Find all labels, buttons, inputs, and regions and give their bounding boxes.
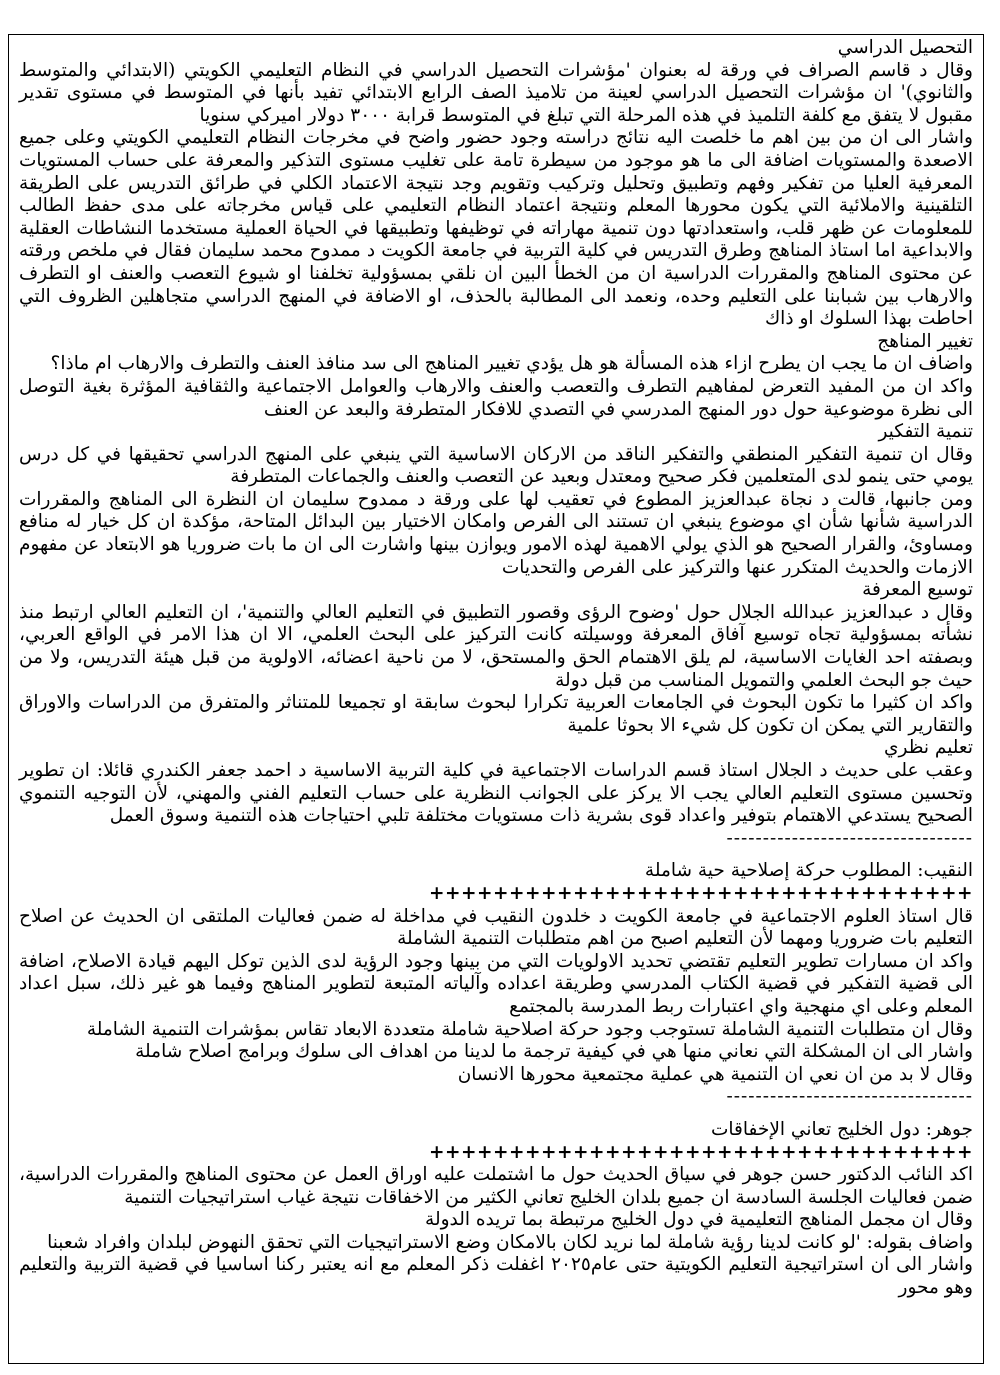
paragraph: واشار الى ان المشكلة التي نعاني منها هي في كيفية ترجمة ما لدينا من اهداف الى سلوك وبرامج اصلاح شاملة [135,1041,973,1063]
paragraph: قال استاذ العلوم الاجتماعية في جامعة الكويت د خلدون النقيب في مداخلة له ضمن فعاليات الملتقى ان الحديث عن اصلاح التعليم بات ضروريا ومهما لأن التعليم اصبح من اهم متطلبات التنمية الشاملة [19,905,973,950]
paragraph: واضاف ان ما يجب ان يطرح ازاء هذه المسألة هو هل يؤدي تغيير المناهج الى سد منافذ العنف والتطرف والارهاب ام ماذا؟ [50,353,973,375]
paragraph: وعقب على حديث د الجلال استاذ قسم الدراسات الاجتماعية في كلية التربية الاساسية د احمد جعفر الكندري قائلا: ان تطوير وتحسين مستوى التعليم العالي يجب الا يركز على الجوانب النظرية على حساب التعليم الفني والمهني، لأن التوجيه التنموي الصحيح يستدعي الاهتمام بتوفير واعداد قوى بشرية ذات مستويات مختلفة تلبي احتياجات هذه التنمية وسوق العمل [19,760,973,827]
paragraph: واكد ان مسارات تطوير التعليم تقتضي تحديد الاولويات التي من بينها وجود الرؤية لدى الذين توكل اليهم قيادة الاصلاح، اضافة الى قضية التفكير في قضية الكتاب المدرسي وطريقة اعداده وآلياته المتبعة لتطوير المناهج وفيما هو غير ذلك، سبل اعداد المعلم وعلى اي منهجية واي اعتبارات ربط المدرسة بالمجتمع [19,950,973,1017]
blank-gap [19,1109,973,1119]
paragraph: وقال ان تنمية التفكير المنطقي والتفكير الناقد من الاركان الاساسية التي ينبغي على المنهج الدراسي تحقيقها في كل درس يومي حتى ينمو لدى المتعلمين فكر صحيح ومعتدل وبعيد عن التعصب والعنف والجماعات المتطرفة [19,443,973,488]
paragraph: واكد ان كثيرا ما تكون البحوث في الجامعات العربية تكرارا لبحوث سابقة او تجميعا للمتناثر والمتفرق من الدراسات والاوراق والتقارير التي يمكن ان تكون كل شيء الا بحوثا علمية [19,692,973,736]
paragraph: اكد النائب الدكتور حسن جوهر في سياق الحديث حول ما اشتملت عليه اوراق العمل عن محتوى المناهج والمقررات الدراسية، ضمن فعاليات الجلسة السادسة ان جميع بلدان الخليج تعاني الكثير من الاخفاقات نتيجة غياب استراتيجيات التنمية [19,1164,973,1208]
paragraph: وقال ان مجمل المناهج التعليمية في دول الخليج مرتبطة بما تريده الدولة [425,1209,973,1231]
section-heading: جوهر: دول الخليج تعاني الإخفاقات [711,1118,973,1140]
paragraph: وقال د قاسم الصراف في ورقة له بعنوان 'مؤشرات التحصيل الدراسي في النظام التعليمي الكويتي (الابتدائي والمتوسط والثانوي)' ان مؤشرات التحصيل الدراسي لعينة من تلاميذ الصف الرابع الابتدائي تفيد بأنها في المتوسط في مستوى تقدير مقبول لا يتفق مع كلفة التلميذ في هذه المرحلة التي تبلغ في المتوسط قرابة ٣٠٠٠ دولار اميركي سنويا [19,59,973,126]
paragraph: واشار الى ان من بين اهم ما خلصت اليه نتائج دراسته وجود حضور واضح في مخرجات النظام التعليمي الكويتي وعلى جميع الاصعدة والمستويات اضافة الى ما هو موجود من سيطرة تامة على تغليب مستوى التذكير والمعرفة على حساب المستويات المعرفية العليا من تفكير وفهم وتطبيق وتحليل وتركيب وتقويم وجد نتيجة الاعتماد الكلي في طرائق التدريس على الطريقة التلقينية والاملائية التي يكون محورها المعلم ونتيجة اعتماد النظام التعليمي على قياس مخرجاته على مدى حفظ الطالب للمعلومات عن ظهر قلب، واستعدادتها دون تنمية مهاراته في توظيفها وتطبيقها في الحياة العملية مستخدما النشاطات العقلية والابداعية اما استاذ المناهج وطرق التدريس في كلية التربية في جامعة الكويت د ممدوح محمد سليمان فقال في ملخص ورقته عن محتوى المناهج والمقررات الدراسية ان من الخطأ البين ان نلقي بمسؤولية تخلفنا او شيوع التعصب والعنف او التطرف والارهاب بين شبابنا على التعليم وحده، ونعمد الى المطالبة بالحذف، او الاضافة في المنهج الدراسي متجاهلين الظروف التي احاطت بهذا السلوك او ذاك [19,127,973,330]
section-heading: تعليم نظري [884,737,973,759]
section-heading: تنمية التفكير [878,421,973,443]
paragraph: وقال لا بد من ان نعي ان التنمية هي عملية مجتمعية محورها الانسان [457,1063,973,1085]
section-heading: تغيير المناهج [877,330,973,352]
paragraph: وقال ان متطلبات التنمية الشاملة تستوجب وجود حركة اصلاحية شاملة متعددة الابعاد تقاس بمؤشرات التنمية الشاملة [86,1018,973,1040]
article-frame [8,34,984,1364]
paragraph: واكد ان من المفيد التعرض لمفاهيم التطرف والتعصب والعنف والارهاب والعوامل الاجتماعية والثقافية المؤثرة بغية التوصل الى نظرة موضوعية حول دور المنهج المدرسي في التصدي للافكار المتطرفة والبعد عن العنف [19,375,973,420]
paragraph: واضاف بقوله: 'لو كانت لدينا رؤية شاملة لما نريد لكان بالامكان وضع الاستراتيجيات التي تحقق النهوض لبلدان وافراد شعبنا [47,1231,973,1253]
blank-gap [19,850,973,860]
plus-separator: ++++++++++++++++++++++++++++++++++ [428,882,973,904]
section-heading: النقيب: المطلوب حركة إصلاحية حية شاملة [644,860,973,882]
paragraph: ومن جانبها، قالت د نجاة عبدالعزيز المطوع في تعقيب لها على ورقة د ممدوح سليمان ان النظرة الى المناهج والمقررات الدراسية شأنها شأن اي موضوع ينبغي ان تستند الى الفرص وامكان الاختيار بين البدائل المتاحة، مؤكدة ان كل خيار له منافع ومساوئ، والقرار الصحيح هو الذي يولي الاهمية لهذه الامور ويوازن بينها واشارت الى ان ما بات ضروريا هو الابتعاد عن مفهوم الازمات والحديث المتكرر عنها والتركيز على الفرص والتحديات [19,488,973,578]
article-body [19,37,973,1300]
dash-separator: ---------------------------------- [726,827,973,849]
plus-separator: ++++++++++++++++++++++++++++++++++ [428,1141,973,1163]
paragraph: وقال د عبدالعزيز عبدالله الجلال حول 'وضوح الرؤى وقصور التطبيق في التعليم العالي والتنمية'، ان التعليم العالي ارتبط منذ نشأته بمسؤولية تجاه توسيع آفاق المعرفة ووسيلته كانت التركيز على البحث العلمي، الا ان هذا الامر في الواقع العربي، وبصفته احد الغايات الاساسية، لم يلق الاهتمام الحق والمستحق، لا من ناحية اعضائه، الاولوية من قبل هيئة التدريس، ولا من حيث جو البحث العلمي والتمويل المناسب من قبل دولة [19,601,973,691]
section-heading: توسيع المعرفة [862,579,973,601]
dash-separator: ---------------------------------- [726,1086,973,1108]
section-heading: التحصيل الدراسي [837,37,973,58]
paragraph: واشار الى ان استراتيجية التعليم الكويتية حتى عام٢٠٢٥ اغفلت ذكر المعلم مع انه يعتبر ركنا اساسيا في قضية التربية والتعليم وهو محور [19,1254,973,1299]
